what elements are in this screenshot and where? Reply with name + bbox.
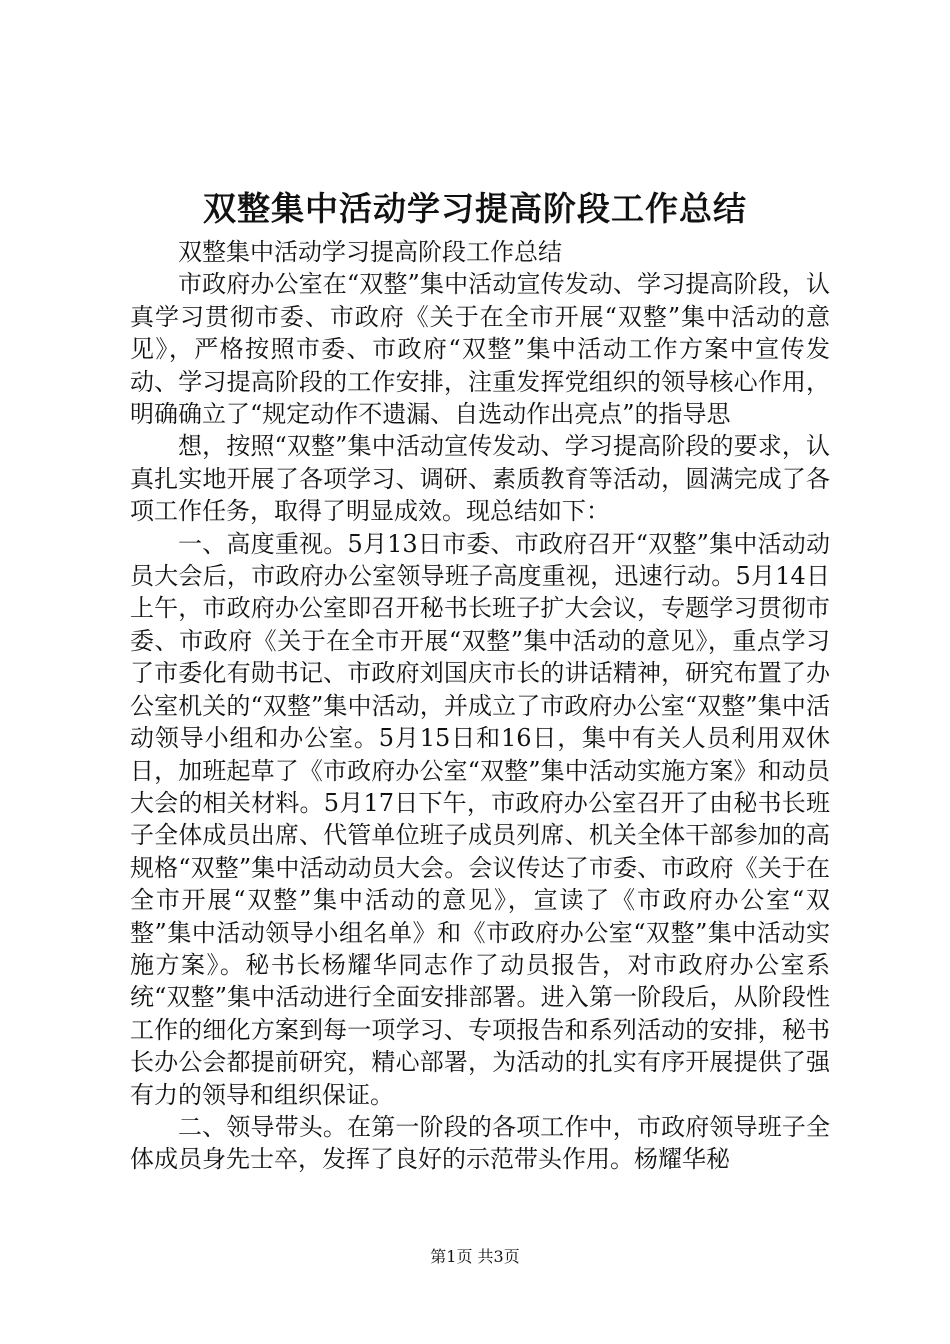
paragraph-section-two: 二、领导带头。在第一阶段的各项工作中，市政府领导班子全体成员身先士卒，发挥了良好的示范带头作用。杨耀华秘	[130, 1112, 830, 1174]
page-number-footer: 第1页 共3页	[430, 1247, 520, 1266]
document-title: 双整集中活动学习提高阶段工作总结	[203, 189, 747, 228]
document-body	[130, 236, 830, 1176]
paragraph-subtitle: 双整集中活动学习提高阶段工作总结	[178, 238, 562, 266]
paragraph-section-one: 一、高度重视。5月13日市委、市政府召开“双整”集中活动动员大会后，市政府办公室领导班子高度重视，迅速行动。5月14日上午，市政府办公室即召开秘书长班子扩大会议，专题学习贯彻市委、市政府《关于在全市开展“双整”集中活动的意见》，重点学习了市委化有勋书记、市政府刘国庆市长的讲话精神，研究布置了办公室机关的“双整”集中活动，并成立了市政府办公室“双整”集中活动领导小组和办公室。5月15日和16日，集中有关人员利用双休日，加班起草了《市政府办公室“双整”集中活动实施方案》和动员大会的相关材料。5月17日下午，市政府办公室召开了由秘书长班子全体成员出席、代管单位班子成员列席、机关全体干部参加的高规格“双整”集中活动动员大会。会议传达了市委、市政府《关于在全市开展“双整”集中活动的意见》，宣读了《市政府办公室“双整”集中活动领导小组名单》和《市政府办公室“双整”集中活动实施方案》。秘书长杨耀华同志作了动员报告，对市政府办公室系统“双整”集中活动进行全面安排部署。进入第一阶段后，从阶段性工作的细化方案到每一项学习、专项报告和系列活动的安排，秘书长办公会都提前研究，精心部署，为活动的扎实有序开展提供了强有力的领导和组织保证。	[130, 529, 830, 1109]
paragraph-intro: 市政府办公室在“双整”集中活动宣传发动、学习提高阶段，认真学习贯彻市委、市政府《关于在全市开展“双整”集中活动的意见》，严格按照市委、市政府“双整”集中活动工作方案中宣传发动、学习提高阶段的工作安排，注重发挥党组织的领导核心作用，明确确立了“规定动作不遗漏、自选动作出亮点”的指导思	[130, 270, 830, 429]
paragraph-continuation: 想，按照“双整”集中活动宣传发动、学习提高阶段的要求，认真扎实地开展了各项学习、调研、素质教育等活动，圆满完成了各项工作任务，取得了明显成效。现总结如下：	[130, 432, 830, 526]
